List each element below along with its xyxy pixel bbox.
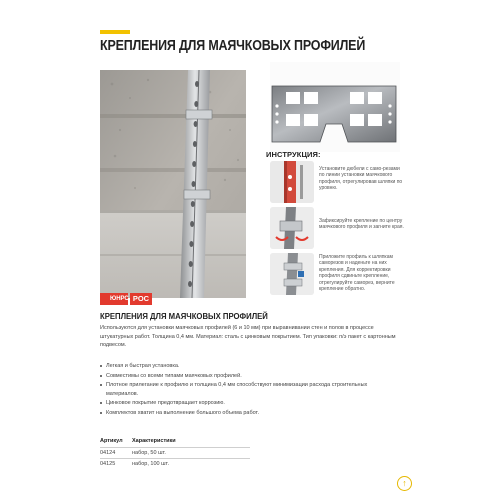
perforated-metal-plate-icon — [268, 84, 400, 144]
step-1-dowel-icon — [270, 161, 314, 203]
table-row — [100, 458, 250, 469]
brand-mark: ЮНРС — [100, 293, 128, 305]
spec-table-header — [100, 437, 250, 447]
feature-item: Легкая и быстрая установка. — [100, 362, 400, 370]
characteristics-cell: набор, 100 шт. — [132, 458, 250, 469]
instruction-step-2-text: Зафиксируйте крепление по центру маячкового профиля и загните края. — [319, 218, 404, 231]
instructions-title: ИНСТРУКЦИЯ: — [266, 150, 321, 159]
wall-with-beacon-profile-photo — [100, 70, 246, 298]
feature-item: Комплектов хватит на выполнение большого объема работ. — [100, 409, 400, 417]
instruction-step-3-text: Приложите профиль к шляпкам саморезов и наденьте на них крепления. Для корректировки профиля сдвиньте крепление, отрегулируйте саморез, верните крепление обратно. — [319, 254, 395, 292]
article-cell: 04124 — [100, 447, 132, 458]
feature-item: Совместимы со всеми типами маячковых профилей. — [100, 372, 400, 380]
article-cell: 04125 — [100, 458, 132, 469]
brand-chip: РОС — [130, 293, 152, 305]
feature-list — [100, 362, 400, 418]
column-header-characteristics: Характеристики — [132, 438, 176, 444]
title-accent-bar — [100, 30, 130, 34]
step-2-fix-icon — [270, 207, 314, 249]
product-intro: Используются для установки маячковых профилей (6 и 10 мм) при выравнивании стен и полов в процессе штукатурных работ. Толщина 0,4 мм. Материал: сталь с цинковым покрытием. Тип упаковки: п/э пакет с картонным подвесом. — [100, 325, 396, 349]
instruction-step-1-text: Установите дюбели с само-резами по линии установки маячкового профиля, отрегулировав шляпки по уровню. — [319, 166, 403, 192]
feature-item: Цинковое покрытие предотвращает коррозию. — [100, 399, 400, 407]
table-row — [100, 447, 250, 458]
feature-item: Плотное прилегание к профилю и толщина 0,4 мм способствуют минимизации расхода строительных материалов. — [100, 381, 400, 398]
brand-logo — [100, 293, 154, 305]
column-header-article: Артикул — [100, 438, 123, 444]
step-3-attach-icon — [270, 253, 314, 295]
page-title: КРЕПЛЕНИЯ ДЛЯ МАЯЧКОВЫХ ПРОФИЛЕЙ — [100, 38, 366, 54]
product-title: КРЕПЛЕНИЯ ДЛЯ МАЯЧКОВЫХ ПРОФИЛЕЙ — [100, 311, 268, 321]
scroll-to-top-button[interactable] — [397, 476, 412, 491]
spec-table — [100, 437, 250, 469]
characteristics-cell: набор, 50 шт. — [132, 447, 250, 458]
arrow-up-icon: ↑ — [402, 478, 407, 488]
